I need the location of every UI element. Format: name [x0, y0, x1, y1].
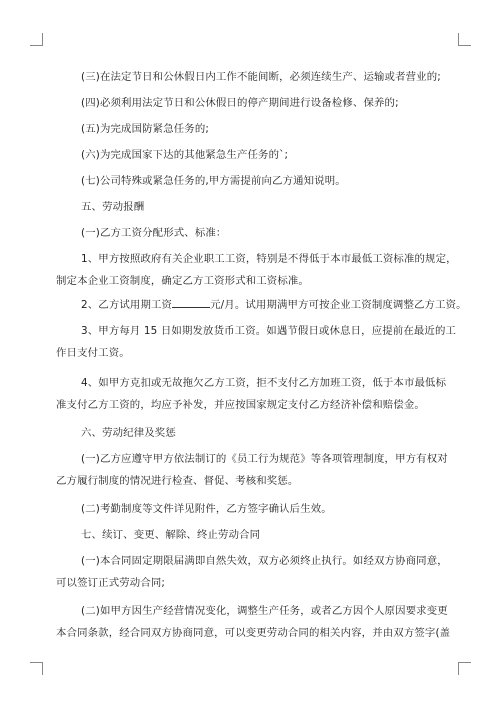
paragraph-line: 3、甲方每月 15 日如期发放货币工资。如遇节假日或休息日，应提前在最近的工 [81, 325, 457, 337]
paragraph-line: (一)本合同固定期限届满即自然失效，双方必须终止执行。如经双方协商同意， [81, 555, 448, 567]
probation-suffix: 元/月。试用期满甲方可按企业工资制度调整乙方工资。 [210, 299, 467, 311]
paragraph-line: (一)乙方应遵守甲方依法制订的《员工行为规范》等各项管理制度，甲方有权对 [81, 453, 448, 465]
paragraph-line: 作日支付工资。 [56, 347, 130, 359]
section-heading: 六、劳动纪律及奖惩 [81, 427, 176, 439]
paragraph-line: (三)在法定节日和公休假日内工作不能间断，必须连续生产、运输或者营业的; [81, 71, 441, 83]
paragraph-line: (五)为完成国防紧急任务的; [81, 123, 210, 135]
paragraph-line: (二)如甲方因生产经营情况变化，调整生产任务，或者乙方因个人原因要求变更 [81, 605, 448, 617]
paragraph-line: 乙方履行制度的情况进行检查、督促、考核和奖惩。 [56, 475, 299, 487]
paragraph-line: 4、如甲方克扣或无故拖欠乙方工资，拒不支付乙方加班工资，低于本市最低标 [81, 377, 447, 389]
paragraph-line: 本合同条款，经合同双方协商同意，可以变更劳动合同的相关内容，并由双方签字(盖 [56, 627, 451, 639]
paragraph-line: 制定本企业工资制度，确定乙方工资形式和工资标准。 [56, 275, 309, 287]
probation-wage-line [81, 298, 467, 312]
crop-mark-top-right [458, 33, 471, 46]
paragraph-line: 可以签订正式劳动合同; [56, 577, 166, 589]
crop-mark-bottom-left [30, 662, 43, 675]
paragraph-line: (二)考勤制度等文件详见附件，乙方签字确认后生效。 [81, 503, 332, 515]
wage-blank [172, 298, 210, 308]
section-heading: 五、劳动报酬 [81, 201, 145, 213]
crop-mark-top-left [30, 33, 43, 46]
paragraph-line: (一)乙方工资分配形式、标准： [81, 227, 227, 239]
paragraph-line: (六)为完成国家下达的其他紧急生产任务的`; [81, 149, 289, 161]
paragraph-line: 准支付乙方工资的，均应予补发，并应按国家规定支付乙方经济补偿和赔偿金。 [56, 399, 425, 411]
paragraph-line: (四)必须利用法定节日和公休假日的停产期间进行设备检修、保养的; [81, 97, 399, 109]
paragraph-line: 1、甲方按照政府有关企业职工工资，特别是不得低于本市最低工资标准的规定， [81, 253, 457, 265]
probation-prefix: 2、乙方试用期工资 [81, 299, 173, 311]
crop-mark-bottom-right [458, 662, 471, 675]
section-heading: 七、续订、变更、解除、终止劳动合同 [81, 529, 261, 541]
paragraph-line: (七)公司特殊或紧急任务的,甲方需提前向乙方通知说明。 [81, 175, 346, 187]
